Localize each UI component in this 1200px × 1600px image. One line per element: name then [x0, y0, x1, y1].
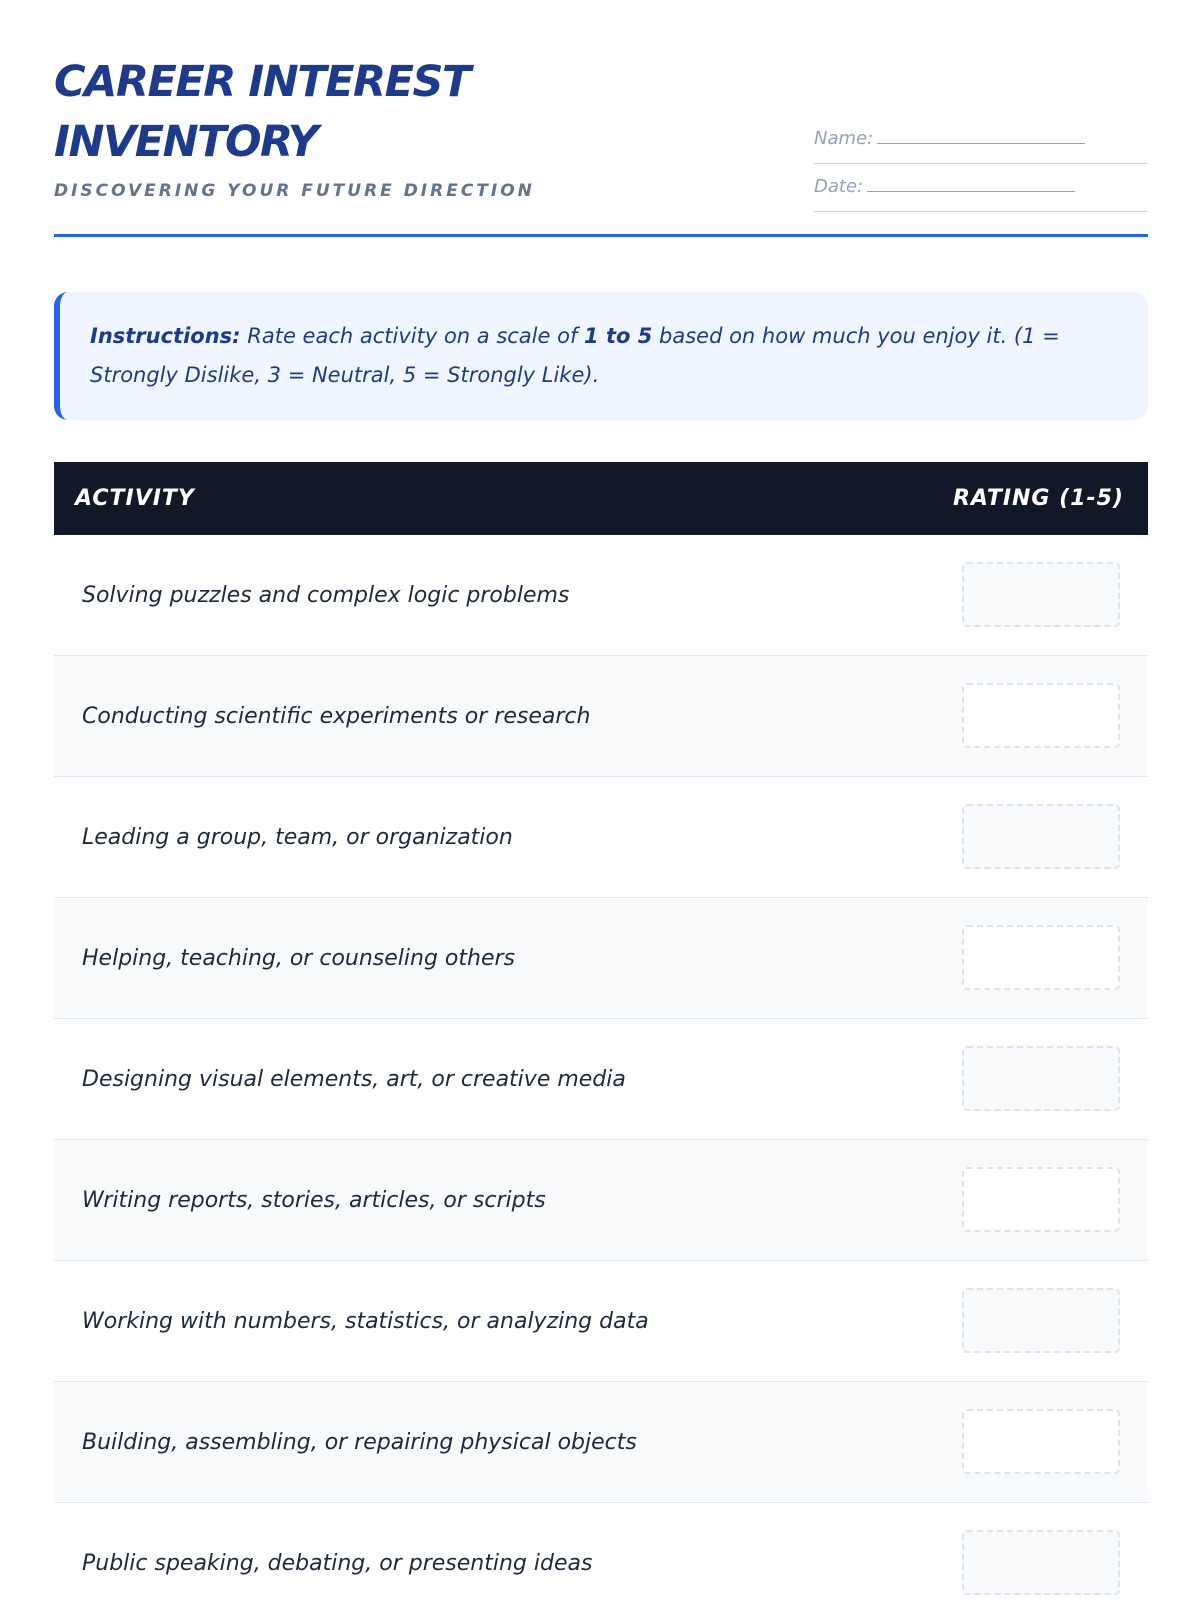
table-row: [54, 1503, 1148, 1600]
name-blank-line[interactable]: [877, 125, 1085, 144]
activity-label: Conducting scientific experiments or research: [82, 704, 591, 729]
worksheet-header: [54, 0, 1148, 238]
date-label: Date:: [814, 176, 864, 197]
table-row: [54, 898, 1148, 1019]
column-header-rating: RATING (1-5): [952, 486, 1124, 511]
activity-label: Designing visual elements, art, or creative media: [82, 1067, 626, 1092]
activity-label: Solving puzzles and complex logic problems: [82, 583, 570, 608]
rating-input-box[interactable]: [962, 1409, 1120, 1474]
date-blank-line[interactable]: [867, 173, 1075, 192]
activity-label: Working with numbers, statistics, or analyzing data: [82, 1309, 649, 1334]
rating-input-box[interactable]: [962, 1167, 1120, 1232]
rating-input-box[interactable]: [962, 1046, 1120, 1111]
table-row: [54, 1382, 1148, 1503]
date-field[interactable]: [814, 164, 1148, 212]
title-line-2: INVENTORY: [54, 117, 318, 167]
title-line-1: CAREER INTEREST: [54, 57, 470, 107]
student-info-fields: [814, 116, 1148, 212]
table-row: [54, 1140, 1148, 1261]
activity-label: Writing reports, stories, articles, or scripts: [82, 1188, 546, 1213]
rating-input-box[interactable]: [962, 1530, 1120, 1595]
rating-input-box[interactable]: [962, 925, 1120, 990]
activity-label: Leading a group, team, or organization: [82, 825, 513, 850]
header-divider: [54, 234, 1148, 237]
name-label: Name:: [814, 128, 874, 149]
instructions-text-before: Rate each activity on a scale of: [240, 324, 585, 348]
activity-label: Helping, teaching, or counseling others: [82, 946, 515, 971]
table-row: [54, 777, 1148, 898]
table-row: [54, 656, 1148, 777]
activity-label: Public speaking, debating, or presenting ideas: [82, 1551, 593, 1576]
table-row: [54, 535, 1148, 656]
rating-input-box[interactable]: [962, 1288, 1120, 1353]
page-title: [54, 52, 614, 172]
activity-label: Building, assembling, or repairing physical objects: [82, 1430, 637, 1455]
name-field[interactable]: [814, 116, 1148, 164]
activity-rating-table: [54, 462, 1148, 1600]
table-row: [54, 1019, 1148, 1140]
instructions-lead: Instructions:: [90, 324, 241, 348]
rating-input-box[interactable]: [962, 562, 1120, 627]
table-body: [54, 535, 1148, 1600]
instructions-text-after: based on how much you enjoy it. (1 = Strongly Dislike, 3 = Neutral, 5 = Strongly Like).: [90, 324, 1060, 387]
table-row: [54, 1261, 1148, 1382]
rating-input-box[interactable]: [962, 683, 1120, 748]
instructions-scale: 1 to 5: [584, 324, 653, 348]
column-header-activity: ACTIVITY: [75, 486, 195, 511]
instructions-box: [54, 292, 1148, 420]
rating-input-box[interactable]: [962, 804, 1120, 869]
table-header: [54, 462, 1148, 535]
page-subtitle: DISCOVERING YOUR FUTURE DIRECTION: [54, 181, 535, 201]
